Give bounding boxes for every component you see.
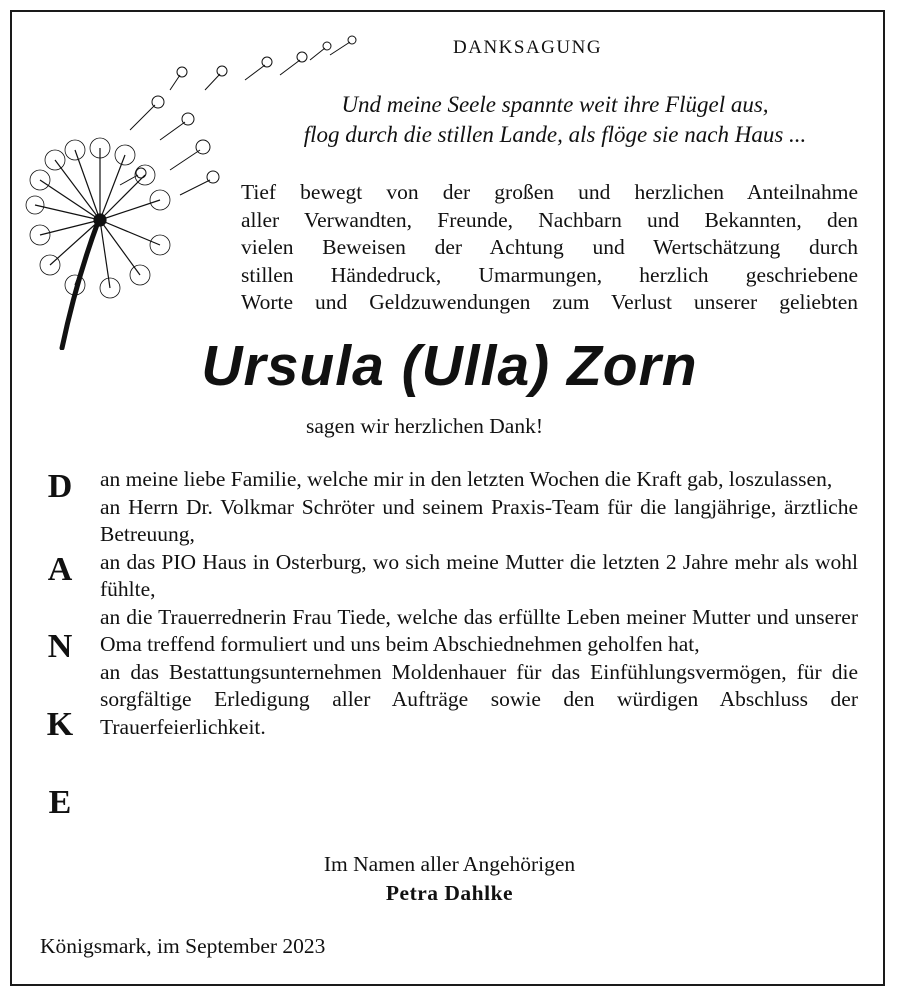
thanks-item: an das Bestattungsunternehmen Moldenhauer für das Einfühlungsvermögen, für die sorgfältige Erledigung aller Aufträge sowie den würdigen Abschluss der Trauerfeierlichkeit. [100,659,858,739]
notice-heading: DANKSAGUNG [453,37,603,58]
danke-letter: E [48,784,72,821]
deceased-name [0,333,899,399]
thanks-item: an das PIO Haus in Osterburg, wo sich meine Mutter die letzten 2 Jahre mehr als wohl fühlte, [100,549,858,601]
intro-text [241,179,858,317]
thanks-line: sagen wir herzlichen Dank! [306,414,543,438]
quote-line: flog durch die stillen Lande, als flöge sie nach Haus ... [303,122,807,147]
quote-line: Und meine Seele spannte weit ihre Flügel aus, [341,92,769,117]
deceased-name-text: Ursula (Ulla) Zorn [201,334,698,398]
intro-line: aller Verwandten, Freunde, Nachbarn und Bekannten, den [241,207,858,232]
thanks-item: an Herrn Dr. Volkmar Schröter und seinem Praxis-Team für die langjährige, ärztliche Betreuung, [100,494,858,546]
poem-quote [240,90,870,150]
thanks-item: an die Trauerrednerin Frau Tiede, welche das erfüllte Leben meiner Mutter und unserer Oma treffend formuliert und uns beim Abschiednehmen geholfen hat, [100,604,858,656]
danke-letter: N [47,628,73,665]
place-date: Königsmark, im September 2023 [40,934,326,958]
intro-line: Worte und Geldzuwendungen zum Verlust unserer geliebten [241,290,858,314]
danke-letter: K [46,706,74,743]
intro-line: stillen Händedruck, Umarmungen, herzlich geschriebene [241,262,858,287]
danke-letter: A [47,551,73,588]
signature-line: Im Namen aller Angehörigen [323,852,576,876]
thanks-list [100,466,858,741]
danke-letter: D [47,468,73,505]
intro-line: vielen Beweisen der Achtung und Wertschätzung durch [241,235,858,259]
thanks-item: an meine liebe Familie, welche mir in den letzten Wochen die Kraft gab, loszulassen, [100,467,833,491]
signature-name: Petra Dahlke [385,881,514,905]
intro-line: Tief bewegt von der großen und herzlichen Anteilnahme [241,180,858,204]
